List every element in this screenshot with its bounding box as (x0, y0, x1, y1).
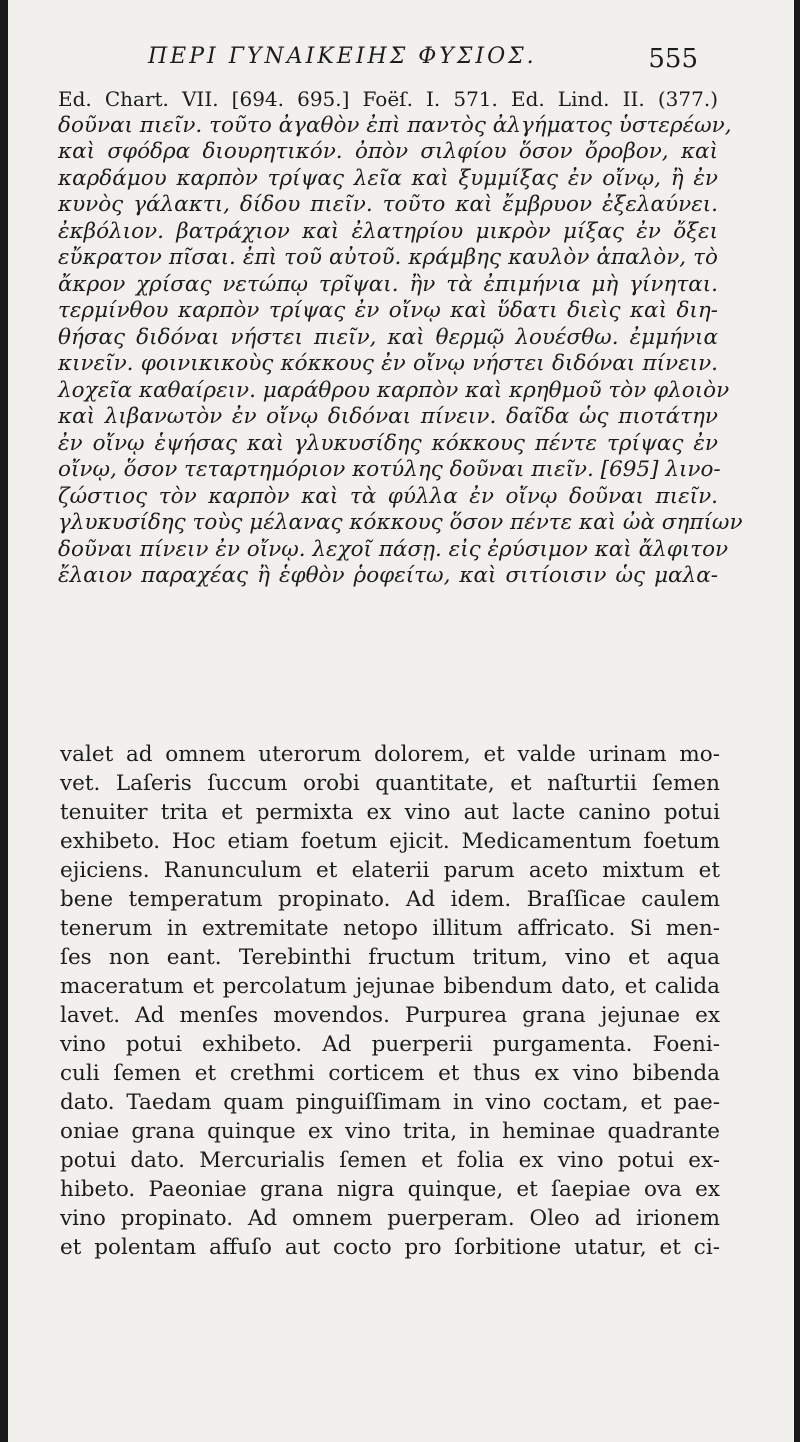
greek-text-block (58, 86, 743, 590)
latin-line: vet. Laſeris ſuccum orobi quantitate, et naſturtii ſemen (60, 771, 720, 796)
greek-line: καρδάμου καρπὸν τρίψας λεῖα καὶ ξυμμίξας ἐν οἴνῳ, ἢ ἐν (58, 165, 718, 191)
latin-line: culi ſemen et crethmi corticem et thus ex vino bibenda (60, 1061, 720, 1086)
latin-line: potui dato. Mercurialis ſemen et folia ex vino potui ex- (60, 1148, 720, 1173)
greek-line: οἴνῳ, ὅσον τεταρτημόριον κοτύλης δοῦναι πιεῖν. [695] λινο- (58, 457, 721, 482)
greek-line: λοχεῖα καθαίρειν. μαράθρου καρπὸν καὶ κρηθμοῦ τὸν φλοιὸν (58, 377, 730, 403)
latin-line: et polentam affuſo aut cocto pro ſorbitione utatur, et ci- (60, 1235, 720, 1260)
book-page (8, 0, 794, 1442)
latin-line: hibeto. Paeoniae grana nigra quinque, et ſaepiae ova ex (60, 1177, 720, 1202)
greek-line: ἄκρον χρίσας νετώπῳ τρῖψαι. ἢν τὰ ἐπιμήνια μὴ γίνηται. (58, 271, 718, 297)
latin-line: maceratum et percolatum jejunae bibendum dato, et calida (60, 974, 720, 999)
greek-line: δοῦναι πιεῖν. τοῦτο ἀγαθὸν ἐπὶ παντὸς ἀλγήματος ὑστερέων, (58, 112, 732, 138)
greek-line: ἐν οἴνῳ ἑψήσας καὶ γλυκυσίδης κόκκους πέντε τρίψας ἐν (58, 430, 718, 456)
latin-line: exhibeto. Hoc etiam foetum ejicit. Medicamentum foetum (60, 829, 720, 854)
greek-line: ἔλαιον παραχέας ἢ ἑφθὸν ῥοφείτω, καὶ σιτίοισιν ὡς μαλα- (58, 563, 718, 588)
latin-line: ejiciens. Ranunculum et elaterii parum aceto mixtum et (60, 858, 720, 883)
greek-line: κινεῖν. φοινικικοὺς κόκκους ἐν οἴνῳ νήστει διδόναι πίνειν. (58, 351, 718, 376)
page-number: 555 (648, 44, 698, 74)
latin-line: vino potui exhibeto. Ad puerperii purgamenta. Foeni- (60, 1032, 720, 1057)
greek-line: δοῦναι πίνειν ἐν οἴνῳ. λεχοῖ πάσῃ. εἰς ἐρύσιμον καὶ ἄλφιτον (58, 536, 729, 562)
greek-line: καὶ σφόδρα διουρητικόν. ὀπὸν σιλφίου ὅσον ὄροβον, καὶ (58, 139, 718, 164)
edition-reference-line: Ed. Chart. VII. [694. 695.] Foëſ. I. 571. Ed. Lind. II. (377.) (58, 87, 718, 111)
latin-line: ſes non eant. Terebinthi fructum tritum, vino et aqua (60, 945, 720, 970)
greek-line: εὔκρατον πῖσαι. ἐπὶ τοῦ αὐτοῦ. κράμβης καυλὸν ἁπαλὸν, τὸ (58, 245, 718, 270)
latin-line: bene temperatum propinato. Ad idem. Braſſicae caulem (60, 887, 720, 912)
page-header (8, 44, 794, 84)
running-title: ΠΕΡΙ ΓΥΝΑΙΚΕΙΗΣ ΦΥΣΙΟΣ. (148, 44, 537, 69)
latin-line: lavet. Ad menſes movendos. Purpurea grana jejunae ex (60, 1003, 720, 1028)
latin-line: oniae grana quinque ex vino trita, in heminae quadrante (60, 1119, 720, 1144)
latin-line: tenerum in extremitate netopo illitum affricato. Si men- (60, 916, 720, 941)
latin-line: valet ad omnem uterorum dolorem, et valde urinam mo- (60, 742, 720, 767)
greek-line: γλυκυσίδης τοὺς μέλανας κόκκους ὅσον πέντε καὶ ὠὰ σηπίων (58, 510, 743, 535)
greek-line: καὶ λιβανωτὸν ἐν οἴνῳ διδόναι πίνειν. δαῖδα ὡς πιοτάτην (58, 404, 718, 429)
greek-line: θήσας διδόναι νήστει πιεῖν, καὶ θερμῷ λουέσθω. ἐμμήνια (58, 324, 718, 350)
greek-line: κυνὸς γάλακτι, δίδου πιεῖν. τοῦτο καὶ ἔμβρυον ἐξελαύνει. (58, 192, 718, 217)
latin-text-block (60, 740, 720, 1262)
greek-line: τερμίνθου καρπὸν τρίψας ἐν οἴνῳ καὶ ὕδατι διεὶς καὶ διη- (58, 298, 718, 323)
latin-line: tenuiter trita et permixta ex vino aut lacte canino potui (60, 800, 720, 825)
latin-line: vino propinato. Ad omnem puerperam. Oleo ad irionem (60, 1206, 720, 1231)
greek-line: ζώστιος τὸν καρπὸν καὶ τὰ φύλλα ἐν οἴνῳ δοῦναι πιεῖν. (58, 483, 718, 509)
latin-line: dato. Taedam quam pinguiſſimam in vino coctam, et pae- (60, 1090, 720, 1115)
greek-line: ἐκβόλιον. βατράχιον καὶ ἐλατηρίου μικρὸν μίξας ἐν ὄξει (58, 218, 718, 244)
